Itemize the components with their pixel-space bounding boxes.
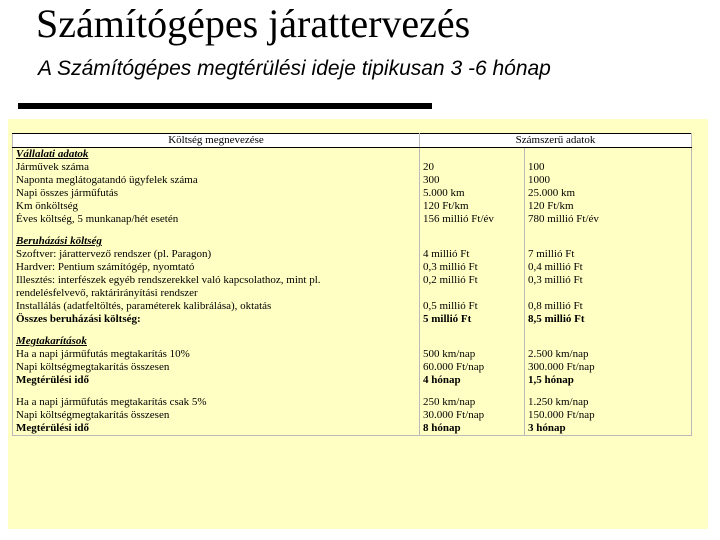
row-value-small <box>420 287 525 300</box>
table-row <box>13 313 692 326</box>
table-header-row <box>13 134 692 148</box>
section-spacer <box>13 226 692 235</box>
row-value-large: 1,5 hónap <box>525 374 692 387</box>
section-title-row <box>13 148 692 162</box>
row-value-large: 300.000 Ft/nap <box>525 361 692 374</box>
table-row <box>13 374 692 387</box>
row-value-large: 8,5 millió Ft <box>525 313 692 326</box>
row-label: Napi költségmegtakarítás összesen <box>13 361 420 374</box>
row-value-small: 4 hónap <box>420 374 525 387</box>
row-label: Szoftver: járattervező rendszer (pl. Paragon) <box>13 248 420 261</box>
row-value-large <box>525 287 692 300</box>
row-value-small: 0,3 millió Ft <box>420 261 525 274</box>
header-numeric-data: Számszerű adatok <box>420 134 692 148</box>
row-value-large: 1.250 km/nap <box>525 396 692 409</box>
row-value-small: 300 <box>420 174 525 187</box>
section-title-row <box>13 235 692 248</box>
row-value-large: 0,3 millió Ft <box>525 274 692 287</box>
row-label: Éves költség, 5 munkanap/hét esetén <box>13 213 420 226</box>
row-label: Ha a napi járműfutás megtakarítás 10% <box>13 348 420 361</box>
table-row <box>13 200 692 213</box>
row-value-small: 156 millió Ft/év <box>420 213 525 226</box>
table-row <box>13 248 692 261</box>
cost-table <box>12 133 692 436</box>
row-value-small: 30.000 Ft/nap <box>420 409 525 422</box>
row-value-small: 250 km/nap <box>420 396 525 409</box>
slide-subtitle: A Számítógépes megtérülési ideje tipikusan 3 -6 hónap <box>38 57 551 80</box>
row-value-large: 0,8 millió Ft <box>525 300 692 313</box>
section-title-row <box>13 335 692 348</box>
row-value-small: 20 <box>420 161 525 174</box>
row-value-small: 0,2 millió Ft <box>420 274 525 287</box>
table-row <box>13 161 692 174</box>
row-value-large: 25.000 km <box>525 187 692 200</box>
row-label: Összes beruházási költség: <box>13 313 420 326</box>
row-value-small: 500 km/nap <box>420 348 525 361</box>
table-row <box>13 409 692 422</box>
row-label: Illesztés: interfészek egyéb rendszerekkel való kapcsolathoz, mint pl. <box>13 274 420 287</box>
slide-title: Számítógépes járattervezés <box>36 1 471 46</box>
row-label: Megtérülési idő <box>13 422 420 436</box>
section-title: Beruházási költség <box>13 235 420 248</box>
table-row <box>13 261 692 274</box>
row-label: Járművek száma <box>13 161 420 174</box>
row-value-large: 780 millió Ft/év <box>525 213 692 226</box>
section-spacer <box>13 387 692 396</box>
table-row <box>13 174 692 187</box>
table-row <box>13 396 692 409</box>
underline-rule <box>18 103 432 109</box>
row-value-small: 5.000 km <box>420 187 525 200</box>
row-value-small: 8 hónap <box>420 422 525 436</box>
row-value-large: 120 Ft/km <box>525 200 692 213</box>
row-value-small: 4 millió Ft <box>420 248 525 261</box>
header-cost-name: Költség megnevezése <box>13 134 420 148</box>
row-label: Installálás (adatfeltöltés, paraméterek kalibrálása), oktatás <box>13 300 420 313</box>
row-label: Km önköltség <box>13 200 420 213</box>
row-value-small: 120 Ft/km <box>420 200 525 213</box>
table-row <box>13 361 692 374</box>
row-value-small: 5 millió Ft <box>420 313 525 326</box>
row-label: Naponta meglátogatandó ügyfelek száma <box>13 174 420 187</box>
row-value-large: 3 hónap <box>525 422 692 436</box>
row-label: Ha a napi járműfutás megtakarítás csak 5% <box>13 396 420 409</box>
row-label: Megtérülési idő <box>13 374 420 387</box>
row-value-large: 0,4 millió Ft <box>525 261 692 274</box>
row-label: Napi összes járműfutás <box>13 187 420 200</box>
table-row <box>13 274 692 287</box>
row-value-large: 150.000 Ft/nap <box>525 409 692 422</box>
section-title: Vállalati adatok <box>13 148 420 162</box>
row-label: rendelésfelvevő, raktárirányítási rendszer <box>13 287 420 300</box>
table-row <box>13 187 692 200</box>
row-label: Napi költségmegtakarítás összesen <box>13 409 420 422</box>
row-value-large: 1000 <box>525 174 692 187</box>
row-value-large: 2.500 km/nap <box>525 348 692 361</box>
table-row <box>13 300 692 313</box>
row-label: Hardver: Pentium számítógép, nyomtató <box>13 261 420 274</box>
row-value-large: 100 <box>525 161 692 174</box>
section-spacer <box>13 326 692 335</box>
section-title: Megtakarítások <box>13 335 420 348</box>
row-value-small: 60.000 Ft/nap <box>420 361 525 374</box>
table-row <box>13 213 692 226</box>
table-row <box>13 422 692 436</box>
table-row <box>13 287 692 300</box>
table-row <box>13 348 692 361</box>
row-value-large: 7 millió Ft <box>525 248 692 261</box>
row-value-small: 0,5 millió Ft <box>420 300 525 313</box>
